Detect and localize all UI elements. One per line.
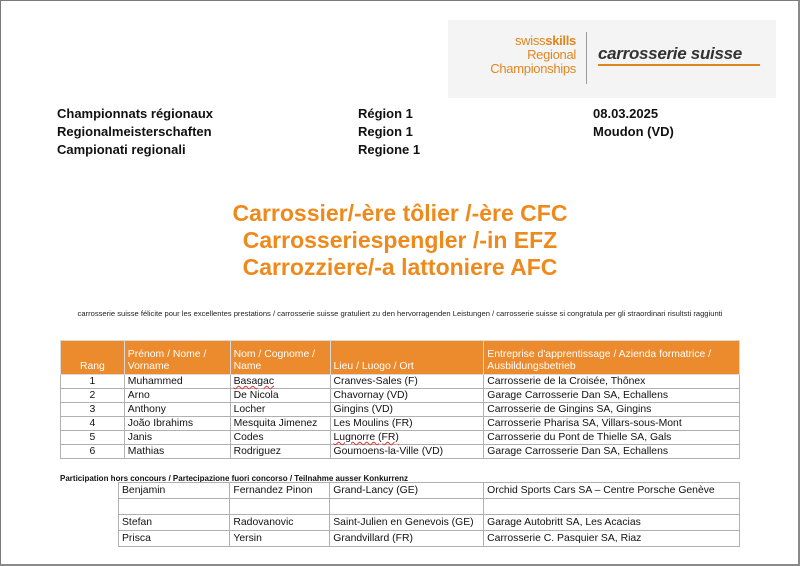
participation-separator: / [287, 474, 295, 483]
region-names [358, 105, 420, 159]
cell-nom: Rodriguez [230, 445, 330, 459]
region-it: Regione 1 [358, 142, 421, 157]
table-row [61, 375, 740, 389]
hors-concours-table [118, 482, 740, 547]
cell-prenom: Arno [124, 389, 230, 403]
championship-de: Regionalmeisterschaften [57, 124, 212, 139]
participation-it: Partecipazione fuori concorso [172, 474, 288, 483]
header-entreprise: Entreprise d'apprentissage / Azienda formatrice / Ausbildungsbetrieb [484, 341, 740, 375]
championship-it: Campionati regionali [57, 142, 186, 157]
cell-lieu: Grandvillard (FR) [330, 531, 484, 547]
cell-lieu: Chavornay (VD) [330, 389, 484, 403]
table-row [61, 417, 740, 431]
cell-nom: De Nicola [230, 389, 330, 403]
cell-entreprise: Garage Carrosserie Dan SA, Echallens [484, 389, 740, 403]
header-lieu: Lieu / Luogo / Ort [330, 341, 484, 375]
cell-prenom: Benjamin [119, 483, 230, 499]
header-nom: Nom / Cognome / Name [230, 341, 330, 375]
table-row [119, 515, 740, 531]
cell-nom: Basagac [230, 375, 330, 389]
participation-de: Teilnahme ausser Konkurrenz [294, 474, 408, 483]
cell-entreprise: Carrosserie du Pont de Thielle SA, Gals [484, 431, 740, 445]
table-row [119, 531, 740, 547]
cell-entreprise: Garage Autobritt SA, Les Acacias [484, 515, 740, 531]
cell-nom: Mesquita Jimenez [230, 417, 330, 431]
cell-entreprise: Orchid Sports Cars SA – Centre Porsche Genève [484, 483, 740, 499]
cell-entreprise: Garage Carrosserie Dan SA, Echallens [484, 445, 740, 459]
header-rang: Rang [61, 341, 125, 375]
title-fr: Carrossier/-ère tôlier /-ère CFC [232, 200, 568, 226]
championship-names [57, 105, 213, 159]
cell-prenom: Muhammed [124, 375, 230, 389]
cell-entreprise: Carrosserie de Gingins SA, Gingins [484, 403, 740, 417]
cell-prenom: Prisca [119, 531, 230, 547]
cell-rang: 4 [61, 417, 125, 431]
results-header-row [61, 341, 740, 375]
table-row [61, 431, 740, 445]
cell-entreprise: Carrosserie Pharisa SA, Villars-sous-Mont [484, 417, 740, 431]
cell-prenom: Stefan [119, 515, 230, 531]
logo-divider [586, 32, 587, 84]
cell-entreprise: Carrosserie C. Pasquier SA, Riaz [484, 531, 740, 547]
event-date: 08.03.2025 [593, 106, 659, 121]
participation-fr: Participation hors concours / [60, 474, 171, 483]
cell-lieu: Lugnorre (FR) [330, 431, 484, 445]
cell-rang: 5 [61, 431, 125, 445]
cell-rang: 6 [61, 445, 125, 459]
table-row [61, 445, 740, 459]
date-place [593, 105, 674, 141]
cell-lieu: Saint-Julien en Genevois (GE) [330, 515, 484, 531]
cell-nom: Codes [230, 431, 330, 445]
header-prenom: Prénom / Nome / Vorname [124, 341, 230, 375]
cell-nom: Locher [230, 403, 330, 417]
cell-rang: 1 [61, 375, 125, 389]
cell-prenom: Janis [124, 431, 230, 445]
cell-prenom: Mathias [124, 445, 230, 459]
carrosserie-suisse-logo: carrosserie suisse [598, 44, 742, 63]
cell-rang: 2 [61, 389, 125, 403]
cell-lieu: Les Moulins (FR) [330, 417, 484, 431]
swissskills-carrosserie-logo [448, 20, 776, 98]
profession-titles [0, 200, 800, 281]
logo-skills: skills [545, 33, 576, 48]
carrosserie-suisse-underline [598, 64, 760, 66]
table-row [119, 483, 740, 499]
swissskills-logo-text [468, 34, 576, 76]
championship-fr: Championnats régionaux [57, 106, 214, 121]
region-de: Region 1 [358, 124, 413, 139]
table-row-spacer [119, 499, 740, 515]
title-de: Carrosseriespengler /-in EFZ [242, 227, 558, 253]
cell-nom: Fernandez Pinon [230, 483, 330, 499]
cell-lieu: Grand-Lancy (GE) [330, 483, 484, 499]
logo-swiss: swiss [514, 33, 546, 48]
cell-lieu: Cranves-Sales (F) [330, 375, 484, 389]
event-place: Moudon (VD) [593, 124, 674, 139]
cell-lieu: Goumoens-la-Ville (VD) [330, 445, 484, 459]
cell-rang: 3 [61, 403, 125, 417]
cell-nom: Radovanovic [230, 515, 330, 531]
region-fr: Région 1 [358, 106, 413, 121]
cell-entreprise: Carrosserie de la Croisée, Thônex [484, 375, 740, 389]
congratulations-text: carrosserie suisse félicite pour les excellentes prestations / carrosserie suisse gratuliert zu den hervorragenden Leistungen / carrosserie suisse si congratula per gli straordinari risultsti raggiunti [77, 309, 723, 318]
table-row [61, 403, 740, 417]
logo-regional: Regional [527, 47, 576, 62]
logo-championships: Championships [490, 61, 576, 76]
cell-prenom: Anthony [124, 403, 230, 417]
results-table [60, 340, 740, 459]
cell-prenom: João Ibrahims [124, 417, 230, 431]
cell-lieu: Gingins (VD) [330, 403, 484, 417]
table-row [61, 389, 740, 403]
cell-nom: Yersin [230, 531, 330, 547]
title-it: Carrozziere/-a lattoniere AFC [242, 254, 558, 280]
